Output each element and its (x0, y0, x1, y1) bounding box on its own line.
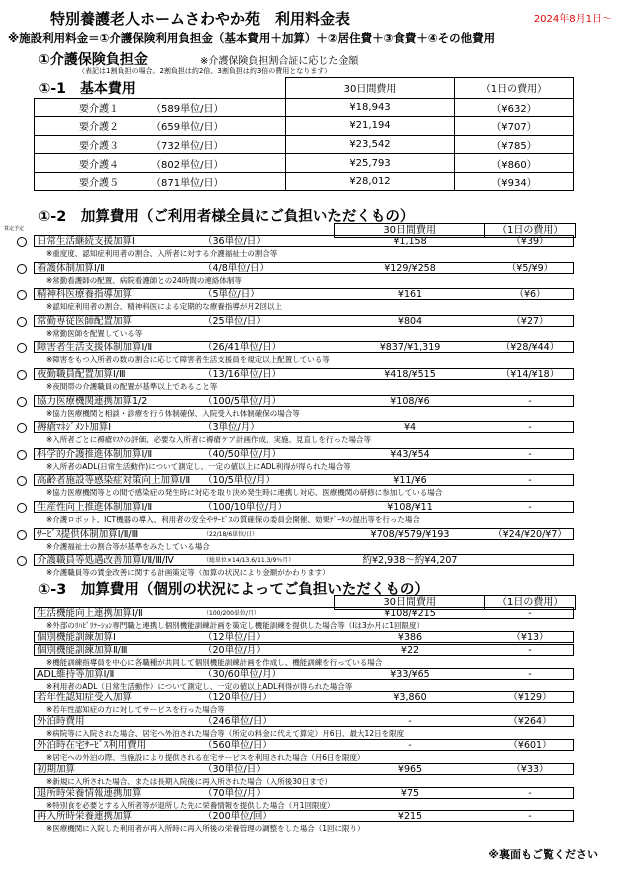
monthly-fee: ¥708/¥579/¥193 (370, 528, 450, 540)
addition-name: 生活機能向上連携加算Ⅰ/Ⅱ (37, 608, 143, 619)
fee-row (34, 607, 574, 619)
daily-fee: （¥6） (514, 289, 546, 301)
fee-row (34, 810, 574, 822)
daily-fee: （¥27） (511, 315, 549, 327)
addition-note: ※外部のﾘﾊﾋﾞﾘﾃｰｼｮﾝ専門職と連携し個別機能訓練計画を策定し機能訓練を提供した場合等（Ⅰは3か月に1回限度） (46, 621, 425, 630)
addition-name: 生産性向上推進体制加算Ⅰ/Ⅱ (37, 502, 153, 513)
units-label: （589単位/日） (123, 98, 286, 117)
plan-checkbox[interactable] (17, 264, 27, 274)
col-day: （1日の費用） (497, 597, 564, 608)
units-label: （13/16単位/日） (203, 369, 282, 380)
monthly-fee: 約¥2,938～約¥4,207 (362, 555, 458, 567)
addition-note: ※介護職員等の賃金改善に関する計画策定等（加算の状況により金額がかわります） (46, 568, 330, 578)
addition-name: 日常生活継続支援加算Ⅰ (37, 236, 135, 247)
monthly-fee: ¥965 (397, 763, 423, 775)
fee-row (34, 528, 574, 540)
monthly-fee: ¥108/¥6 (390, 395, 430, 407)
daily-fee: - (528, 811, 532, 823)
addition-name: 精神科医療養指導加算 (37, 289, 133, 301)
fee-row (34, 715, 574, 727)
units-label: （5単位/日） (203, 289, 260, 301)
monthly-fee: ¥108/¥11 (387, 502, 433, 513)
fee-row (34, 448, 574, 460)
section-insurance-title: ①介護保険負担金 (38, 52, 148, 68)
daily-fee: （¥632） (455, 98, 574, 117)
fee-row (34, 631, 574, 643)
units-label: （100/200単位/月） (203, 610, 260, 617)
base-row (35, 135, 574, 154)
daily-fee: - (528, 448, 532, 460)
care-level-label: 要介護５ (35, 172, 124, 191)
base-row (35, 154, 574, 173)
daily-fee: （¥39） (511, 236, 549, 247)
units-label: （200単位/回） (203, 811, 272, 823)
units-label: （100/5単位/月） (203, 395, 282, 407)
monthly-fee: ¥215 (397, 811, 423, 823)
addition-note: ※重度度、認知症利用者の割合、入所者に対する介護福祉士の割合等 (46, 249, 278, 258)
plan-checkbox[interactable] (17, 343, 27, 353)
daily-fee: （¥264） (508, 716, 552, 728)
plan-checkbox[interactable] (17, 450, 27, 460)
ratio-note: （表記は1割負担の場合。2割負担は約2倍、3割負担は約3倍の費用となります） (78, 67, 332, 75)
daily-fee: （¥24/¥20/¥7） (493, 528, 567, 540)
col-day: （1日の費用） (455, 78, 574, 99)
units-label: （総単位×14/13.6/11.3/9％月） (203, 557, 295, 565)
fee-row (34, 315, 574, 327)
addition-name: 褥瘡ﾏﾈｼﾞﾒﾝﾄ加算Ⅰ (37, 422, 112, 434)
daily-fee: - (528, 644, 532, 656)
addition-name: 外泊時費用 (37, 716, 85, 728)
units-label: （871単位/日） (123, 172, 286, 191)
effective-date: 2024年8月1日～ (533, 14, 612, 25)
daily-fee: （¥860） (455, 154, 574, 173)
daily-fee: （¥934） (455, 172, 574, 191)
units-label: （25単位/日） (203, 315, 266, 327)
col-day: （1日の費用） (497, 225, 564, 236)
fee-formula: ※施設利用料金＝①介護保険利用負担金（基本費用＋加算）＋②居住費＋③食費＋④その他費用 (8, 31, 496, 45)
care-level-label: 要介護４ (35, 154, 124, 173)
addition-name: 退所時栄養情報連携加算 (37, 787, 142, 799)
units-label: （246単位/日） (203, 716, 272, 728)
monthly-fee: ¥129/¥258 (384, 262, 436, 274)
monthly-fee: ¥4 (403, 422, 417, 434)
addition-name: 科学的介護推進体制加算Ⅰ/Ⅱ (37, 448, 153, 460)
addition-note: ※介護ロボット、ICT機器の導入、利用者の安全やｻｰﾋﾞｽの質確保の委員会開催、効果ﾃﾞｰﾀの提出等を行った場合 (46, 515, 420, 524)
addition-name: 高齢者施設等感染症対策向上加算Ⅰ/Ⅱ (37, 475, 191, 487)
units-label: （40/50単位/月） (203, 448, 282, 460)
fee-row (34, 644, 574, 656)
plan-checkbox[interactable] (17, 370, 27, 380)
daily-fee: （¥5/¥9） (506, 262, 554, 274)
monthly-fee: ¥804 (397, 315, 423, 327)
add-ind-title: ①-3 加算費用（個別の状況によってご負担いただくもの） (38, 582, 429, 598)
units-label: （802単位/日） (123, 154, 286, 173)
monthly-fee: ¥18,943 (286, 98, 455, 117)
addition-note: ※認知症利用者の割合、精神科医による定期的な療養指導が月2回以上 (46, 302, 283, 312)
addition-note: ※若年性認知症の方に対してサービスを行った場合等 (46, 705, 225, 715)
daily-fee: （¥13） (511, 631, 549, 643)
units-label: （4/8単位/日） (203, 262, 269, 274)
fee-row (34, 554, 574, 566)
fee-row (34, 474, 574, 486)
plan-checkbox[interactable] (17, 530, 27, 540)
daily-fee: - (528, 668, 532, 680)
addition-name: 再入所時栄養連携加算 (37, 811, 133, 823)
daily-fee: （¥28/¥44） (500, 342, 560, 354)
addition-name: 外泊時在宅ｻｰﾋﾞｽ利用費用 (37, 740, 147, 751)
addition-note: ※入所者ごとに褥瘡ﾘｽｸの評価、必要な入所者に褥瘡ケア計画作成、実施、見直しを行った場合等 (46, 435, 372, 445)
page-title: 特別養護老人ホームさわやか苑 利用料金表 (50, 10, 351, 28)
fee-row (34, 787, 574, 799)
fee-row (34, 501, 574, 513)
plan-checkbox[interactable] (17, 556, 27, 566)
units-label: （30/60単位/月） (203, 668, 282, 680)
plan-checkbox[interactable] (17, 476, 27, 486)
units-label: （20単位/月） (203, 644, 266, 656)
plan-checkbox[interactable] (17, 290, 27, 300)
addition-note: ※居宅への外泊の際、当施設により提供される在宅サービスを利用された場合（月6日を限度） (46, 753, 365, 762)
fee-row (34, 368, 574, 380)
addition-note: ※特別食を必要とする入所者等が退所した先に栄養情報を提供した場合（月1回限度） (46, 800, 335, 810)
units-label: （26/41単位/日） (203, 342, 282, 354)
daily-fee: （¥129） (508, 692, 552, 704)
addition-note: ※夜間帯の介護職員の配置が基準以上であること等 (46, 382, 218, 391)
plan-checkbox[interactable] (17, 503, 27, 513)
fee-row (34, 763, 574, 775)
plan-checkbox[interactable] (17, 423, 27, 433)
col-month: 30日間費用 (335, 596, 485, 609)
addition-note: ※機能訓練指導員を中心に各職種が共同して個別機能訓練計画を作成し、機能訓練を行っている場合 (46, 657, 383, 667)
monthly-fee: ¥11/¥6 (393, 475, 427, 487)
units-label: （10/5単位/月） (203, 475, 276, 487)
monthly-fee: ¥386 (397, 631, 423, 643)
care-level-label: 要介護２ (35, 117, 124, 136)
plan-checkbox[interactable] (17, 397, 27, 407)
daily-fee: （¥601） (508, 740, 552, 751)
daily-fee: （¥14/¥18） (500, 369, 560, 380)
monthly-fee: ¥1,158 (393, 236, 427, 247)
monthly-fee: ¥837/¥1,319 (379, 342, 441, 354)
daily-fee: - (528, 787, 532, 799)
monthly-fee: ¥28,012 (286, 172, 455, 191)
plan-checkbox[interactable] (17, 317, 27, 327)
addition-name: 個別機能訓練加算Ⅰ (37, 631, 116, 643)
addition-note: ※利用者のADL（日常生活動作）について測定し、一定の値以上ADL利得が得られた場合等 (46, 681, 353, 691)
units-label: （12単位/日） (203, 631, 266, 643)
addition-note: ※常勤看護師の配置、病院看護師との24時間の連絡体制等 (46, 275, 242, 285)
addition-name: 看護体制加算Ⅰ/Ⅱ (37, 262, 105, 274)
monthly-fee: ¥21,194 (286, 117, 455, 136)
units-label: （560単位/日） (203, 740, 272, 751)
units-label: （120単位/日） (203, 692, 272, 704)
daily-fee: - (528, 608, 532, 619)
section-insurance-note: ※介護保険負担割合証に応じた金額 (200, 56, 359, 67)
daily-fee: - (528, 395, 532, 407)
see-back-note: ※裏面もご覧ください (488, 848, 598, 861)
care-level-label: 要介護１ (35, 98, 124, 117)
addition-note: ※医療機関に入院した利用者が再入所時に再入所後の栄養管理の調整をした場合（1回に限り） (46, 824, 365, 834)
fee-row (34, 262, 574, 274)
monthly-fee: ¥25,793 (286, 154, 455, 173)
addition-name: ｻｰﾋﾞｽ提供体制加算Ⅰ/Ⅱ/Ⅲ (37, 528, 139, 540)
monthly-fee: ¥75 (400, 787, 420, 799)
units-label: （70単位/月） (203, 787, 266, 799)
fee-row (34, 235, 574, 247)
col-month: 30日間費用 (286, 78, 455, 99)
fee-row (34, 739, 574, 751)
addition-note: ※障害をもつ入所者の数の割合に応じて障害者生活支援員を規定以上配置している等 (46, 355, 330, 365)
addition-note: ※協力医療機関等との間で感染症の発生時に対応を取り決め発生時に連携し対応、医療機関の研修に参加している場合 (46, 488, 443, 498)
monthly-fee: ¥33/¥65 (390, 668, 430, 680)
units-label: （659単位/日） (123, 117, 286, 136)
monthly-fee: ¥3,860 (393, 692, 427, 704)
addition-name: 常勤専従医師配置加算 (37, 315, 133, 327)
monthly-fee: ¥108/¥215 (384, 608, 436, 619)
care-level-label: 要介護３ (35, 135, 124, 154)
monthly-fee: ¥43/¥54 (390, 448, 430, 460)
addition-note: ※協力医療機関と相談・診療を行う体制確保、入院受入れ体制確保の場合等 (46, 408, 300, 418)
daily-fee: （¥785） (455, 135, 574, 154)
daily-fee: - (528, 502, 532, 513)
addition-name: 初期加算 (37, 763, 76, 775)
add-all-title: ①-2 加算費用（ご利用者様全員にご負担いただくもの） (38, 209, 415, 225)
addition-name: 障害者生活支援体制加算Ⅰ/Ⅱ (37, 342, 153, 354)
addition-note: ※病院等に入院された場合、居宅へ外泊された場合等（所定の料金に代えて算定）月6日、最大12日を限度 (46, 729, 405, 739)
units-label: （36単位/日） (203, 236, 266, 247)
units-label: （3単位/月） (203, 422, 260, 434)
monthly-fee: ¥161 (397, 289, 423, 301)
units-label: （100/10単位/月） (203, 502, 288, 513)
monthly-fee: ¥22 (400, 644, 420, 656)
daily-fee: （¥33） (511, 763, 549, 775)
fee-row (34, 395, 574, 407)
addition-note: ※介護福祉士の割合等が基準をみたしている場合 (46, 541, 210, 551)
fee-row (34, 668, 574, 680)
legend-label: 算定予定 (4, 226, 25, 232)
addition-note: ※入所者のADL(日常生活動作)について測定し、一定の値以上にADL利得が得られた場合等 (46, 461, 351, 471)
daily-fee: - (528, 422, 532, 434)
base-row (35, 98, 574, 117)
fee-row (34, 288, 574, 300)
addition-note: ※新規に入所された場合、または長期入院後に再入所された場合（入所後30日まで） (46, 776, 332, 786)
fee-row (34, 691, 574, 703)
units-label: （22/18/6単位/日） (203, 530, 259, 538)
monthly-fee: ¥418/¥515 (384, 369, 436, 380)
base-row (35, 172, 574, 191)
monthly-fee: - (408, 740, 412, 751)
addition-name: 若年性認知症受入加算 (37, 692, 133, 704)
col-month: 30日間費用 (335, 224, 485, 237)
addition-name: ADL維持等加算Ⅰ/Ⅱ (37, 668, 115, 680)
units-label: （732単位/日） (123, 135, 286, 154)
base-fee-table (34, 77, 574, 191)
addition-name: 介護職員等処遇改善加算Ⅰ/Ⅱ/Ⅲ/Ⅳ (37, 555, 174, 567)
daily-fee: - (528, 475, 532, 487)
monthly-fee: - (408, 716, 412, 728)
plan-checkbox[interactable] (17, 237, 27, 247)
addition-name: 夜勤職員配置加算Ⅰ/Ⅲ (37, 369, 126, 380)
fee-row (34, 341, 574, 353)
addition-note: ※常勤医師を配置している等 (46, 328, 143, 338)
daily-fee: （¥707） (455, 117, 574, 136)
monthly-fee: ¥23,542 (286, 135, 455, 154)
addition-name: 個別機能訓練加算Ⅱ/Ⅲ (37, 644, 128, 656)
units-label: （30単位/日） (203, 763, 266, 775)
base-row (35, 117, 574, 136)
fee-row (34, 421, 574, 433)
base-section-title: ①-1 基本費用 (35, 78, 286, 99)
addition-name: 協力医療機関連携加算1/2 (37, 395, 148, 407)
